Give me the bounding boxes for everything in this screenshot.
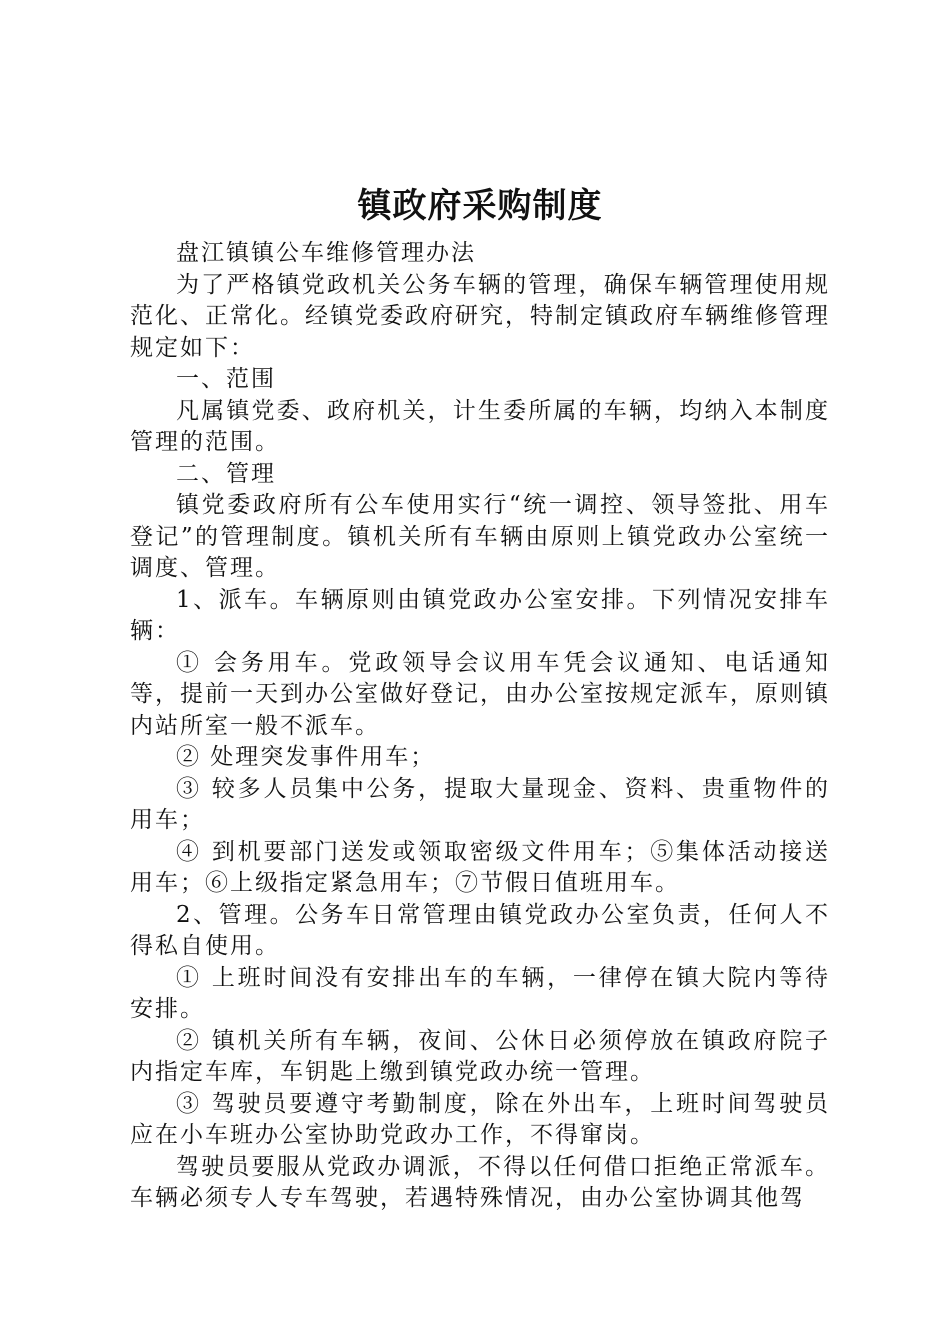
list-item-parking-workday: ① 上班时间没有安排出车的车辆，一律停在镇大院内等待安排。 <box>130 964 830 1022</box>
paragraph-daily-management: 2、管理。公务车日常管理由镇党政办公室负责，任何人不得私自使用。 <box>130 901 830 959</box>
list-item-group-business-car: ③ 较多人员集中公务，提取大量现金、资料、贵重物件的用车； <box>130 775 830 833</box>
document-title: 镇政府采购制度 <box>357 186 603 226</box>
paragraph-scope: 凡属镇党委、政府机关，计生委所属的车辆，均纳入本制度管理的范围。 <box>130 397 830 455</box>
list-item-meeting-car: ① 会务用车。党政领导会议用车凭会议通知、电话通知等，提前一天到办公室做好登记，由办公室按规定派车，原则镇内站所室一般不派车。 <box>130 649 830 739</box>
paragraph-management: 镇党委政府所有公车使用实行“统一调控、领导签批、用车登记”的管理制度。镇机关所有车辆由原则上镇党政办公室统一调度、管理。 <box>130 492 830 581</box>
paragraph-driver-duty: 驾驶员要服从党政办调派，不得以任何借口拒绝正常派车。车辆必须专人专车驾驶，若遇特殊情况，由办公室协调其他驾 <box>130 1153 830 1211</box>
list-item-parking-night: ② 镇机关所有车辆，夜间、公休日必须停放在镇政府院子内指定车库，车钥匙上缴到镇党政办统一管理。 <box>130 1027 830 1085</box>
list-item-emergency-car: ② 处理突发事件用车； <box>176 744 436 770</box>
section-heading-management: 二、管理 <box>176 460 276 487</box>
document-page <box>130 176 830 1215</box>
paragraph-subtitle: 盘江镇镇公车维修管理办法 <box>176 240 476 266</box>
list-item-document-car: ④ 到机要部门送发或领取密级文件用车；⑤集体活动接送用车；⑥上级指定紧急用车；⑦节假日值班用车。 <box>130 838 830 896</box>
list-item-driver-attendance: ③ 驾驶员要遵守考勤制度，除在外出车，上班时间驾驶员应在小车班办公室协助党政办工作，不得窜岗。 <box>130 1090 830 1148</box>
paragraph-dispatch: 1、派车。车辆原则由镇党政办公室安排。下列情况安排车辆： <box>130 586 830 644</box>
section-heading-scope: 一、范围 <box>176 366 276 392</box>
paragraph-intro: 为了严格镇党政机关公务车辆的管理，确保车辆管理使用规范化、正常化。经镇党委政府研究，特制定镇政府车辆维修管理规定如下： <box>130 271 830 361</box>
